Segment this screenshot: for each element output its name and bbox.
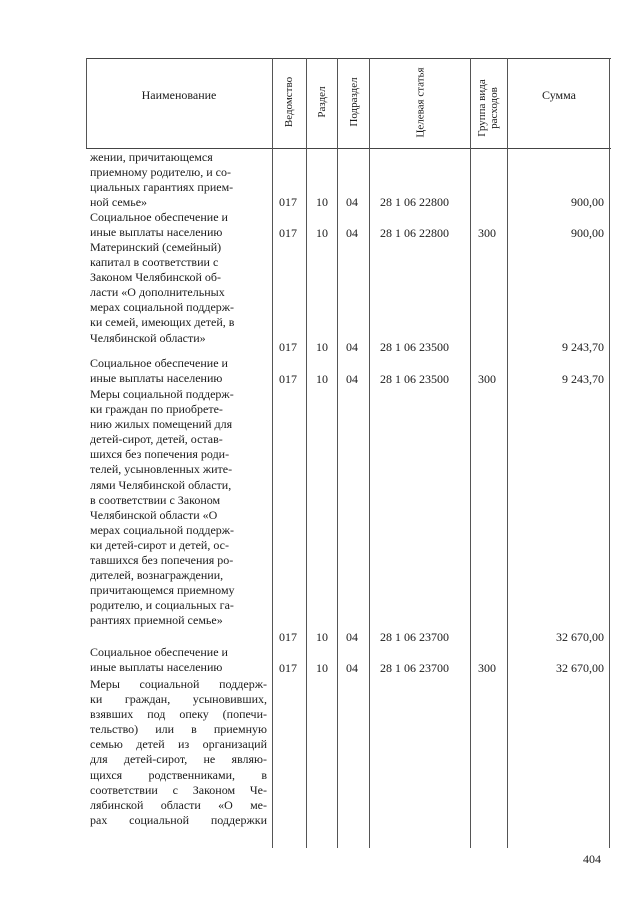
header-name: Наименование bbox=[141, 88, 217, 102]
row-0-name: жении, причитающемся приемному родителю, и со- циальных гарантиях прием- ной семье» bbox=[90, 150, 234, 210]
col-border-dept bbox=[306, 58, 307, 848]
row-2-dept: 017 bbox=[279, 340, 297, 354]
col-border-sub bbox=[369, 58, 370, 848]
row-3-sub: 04 bbox=[346, 372, 358, 386]
row-1-group: 300 bbox=[478, 226, 496, 240]
row-4-name: Меры социальной поддерж- ки граждан по приобрете- нию жилых помещений для детей-сирот, детей, остав- шихся без попечения роди- телей, усыновленных жите- лями Челябинской области, в соответствии с Законом Челябинской области «О мерах социальной поддерж- ки детей-сирот и детей, ос- тавшихся без попечения ро- дителей, вознаграждении, причитающемся приемному родителю, и социальных га- рантиях приемной семье» bbox=[90, 387, 235, 628]
row-2-article: 28 1 06 23500 bbox=[380, 340, 449, 354]
row-3-sum: 9 243,70 bbox=[562, 372, 604, 386]
col-border-name bbox=[272, 58, 273, 848]
row-3-sec: 10 bbox=[316, 372, 328, 386]
row-3-article: 28 1 06 23500 bbox=[380, 372, 449, 386]
row-2-sub: 04 bbox=[346, 340, 358, 354]
header-sum: Сумма bbox=[542, 88, 576, 102]
row-4-sub: 04 bbox=[346, 630, 358, 644]
row-0-sec: 10 bbox=[316, 195, 328, 209]
row-5-sub: 04 bbox=[346, 661, 358, 675]
row-5-group: 300 bbox=[478, 661, 496, 675]
row-4-sec: 10 bbox=[316, 630, 328, 644]
row-1-dept: 017 bbox=[279, 226, 297, 240]
row-0-sub: 04 bbox=[346, 195, 358, 209]
row-4-dept: 017 bbox=[279, 630, 297, 644]
row-5-sec: 10 bbox=[316, 661, 328, 675]
row-1-sub: 04 bbox=[346, 226, 358, 240]
row-1-article: 28 1 06 22800 bbox=[380, 226, 449, 240]
page-number: 404 bbox=[583, 852, 601, 866]
row-3-group: 300 bbox=[478, 372, 496, 386]
header-expense-group: Группа вида расходов bbox=[476, 79, 500, 137]
row-6-name: Меры социальной поддерж- ки граждан, усыновивших, взявших под опеку (попечи- тельство) или в приемную семью детей из организаций для детей-сирот, не являю- щихся родственниками, в соответствии с Законом Че- лябинской области «О ме- рах социальной поддержки bbox=[90, 677, 267, 827]
row-2-sec: 10 bbox=[316, 340, 328, 354]
row-0-sum: 900,00 bbox=[571, 195, 604, 209]
row-0-article: 28 1 06 22800 bbox=[380, 195, 449, 209]
row-4-article: 28 1 06 23700 bbox=[380, 630, 449, 644]
header-target-article: Целевая статья bbox=[414, 67, 427, 138]
row-2-sum: 9 243,70 bbox=[562, 340, 604, 354]
row-3-name: Социальное обеспечение и иные выплаты населению bbox=[90, 356, 228, 386]
row-1-sec: 10 bbox=[316, 226, 328, 240]
row-5-article: 28 1 06 23700 bbox=[380, 661, 449, 675]
header-subsection: Подраздел bbox=[348, 77, 360, 127]
table-top-border bbox=[86, 58, 611, 59]
row-1-name: Социальное обеспечение и иные выплаты населению bbox=[90, 210, 228, 240]
col-border-left bbox=[86, 58, 87, 148]
col-border-sec bbox=[337, 58, 338, 848]
row-0-dept: 017 bbox=[279, 195, 297, 209]
row-1-sum: 900,00 bbox=[571, 226, 604, 240]
row-2-name: Материнский (семейный) капитал в соответствии с Законом Челябинской об- ласти «О дополнительных мерах социальной поддерж- ки семей, имеющих детей, в Челябинской области» bbox=[90, 240, 235, 345]
header-department: Ведомство bbox=[283, 76, 295, 128]
row-4-sum: 32 670,00 bbox=[556, 630, 604, 644]
row-5-dept: 017 bbox=[279, 661, 297, 675]
col-border-article bbox=[470, 58, 471, 848]
row-5-sum: 32 670,00 bbox=[556, 661, 604, 675]
row-3-dept: 017 bbox=[279, 372, 297, 386]
header-bottom-border bbox=[86, 148, 611, 149]
col-border-right bbox=[609, 58, 610, 848]
row-5-name: Социальное обеспечение и иные выплаты населению bbox=[90, 645, 228, 675]
col-border-group bbox=[507, 58, 508, 848]
header-section: Раздел bbox=[316, 86, 328, 118]
